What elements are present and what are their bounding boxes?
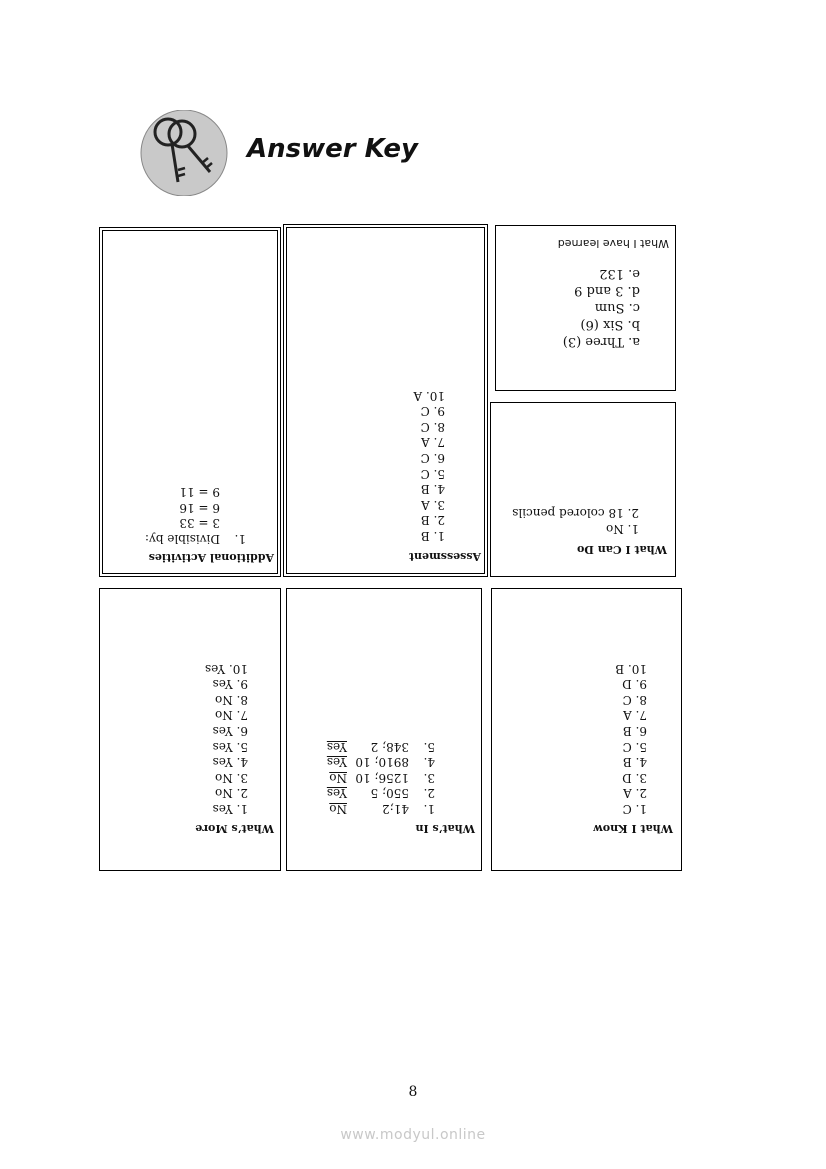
list-item-number: 1. [423,802,435,816]
what-i-know-title: What I Know [593,822,673,835]
keys-icon [138,110,230,196]
list-item: Divisible by: [144,532,220,546]
list-item: 2. B [420,513,445,528]
list-item: 7. A [421,435,445,450]
page-number: 8 [408,1084,418,1100]
list-item: 6. B [622,724,647,739]
list-item: 5. C [622,739,647,754]
whats-in-list [327,738,435,816]
list-item: 6 = 16 [179,500,220,515]
list-item-answer: Yes [326,786,347,801]
list-item: b. Six (6) [580,317,640,332]
assessment-list [413,387,445,543]
list-item: 5. C [420,466,445,481]
list-item: 3. A [421,497,445,512]
list-item: 8. C [622,692,647,707]
list-item-number: 2. [423,786,435,801]
list-item-number: 5. [423,739,435,754]
list-item: 8. No [215,692,248,707]
whats-more-title: What’s More [195,822,274,835]
list-item: 9. C [420,404,445,419]
list-item: 3. D [622,770,647,785]
list-item-answer: No [329,802,347,816]
list-item: 1. No [606,522,639,536]
what-i-have-learned-box [495,225,676,391]
list-item: 10. B [615,661,647,676]
list-item: 8910; 10 [355,755,409,770]
list-item: a. Three (3) [562,334,640,349]
list-item-answer: Yes [326,755,347,770]
list-item-answer: No [329,770,347,785]
additional-activities-list [145,484,246,546]
list-item: 9. D [622,677,647,692]
list-item-answer: Yes [326,739,347,754]
list-item: 4. B [622,755,647,770]
whats-in-box [286,588,482,871]
additional-activities-box [99,227,281,577]
list-item-number: 4. [423,755,435,770]
what-i-have-learned-list [563,265,640,350]
what-i-can-do-list [512,505,639,536]
list-item: 550; 5 [370,786,409,801]
list-item: 9. Yes [212,677,248,692]
list-item: 2. A [623,786,647,801]
page-title: Answer Key [247,134,418,164]
what-i-know-box [491,588,682,871]
list-item: 10. Yes [204,661,248,676]
list-item: 2. No [215,786,248,801]
list-item: 4. Yes [212,755,248,770]
list-item: 8. C [420,419,445,434]
list-item: 1256; 10 [355,770,409,785]
what-i-have-learned-title: What I have learned [557,237,669,250]
list-item: 41;2 [382,802,409,816]
additional-activities-title: Additional Activities [148,551,274,564]
list-item-number: 1. [234,532,246,546]
list-item: 7. No [215,708,248,723]
assessment-title: Assessment [408,550,481,563]
list-item: c. Sum [594,300,640,315]
whats-in-title: What’s In [415,822,475,835]
what-i-can-do-title: What I Can Do [577,543,667,556]
list-item: 3. No [215,770,248,785]
list-item: 7. A [623,708,647,723]
list-item: 2. 18 colored pencils [512,506,639,521]
list-item: 10. A [413,388,445,403]
whats-more-list [205,660,248,816]
list-item-number: 3. [423,770,435,785]
watermark: www.modyul.online [340,1127,486,1143]
list-item: 6. C [420,451,445,466]
list-item: d. 3 and 9 [574,283,640,298]
list-item: 1. Yes [212,802,248,816]
what-i-know-list [615,660,647,816]
list-item: 3 = 33 [179,516,220,531]
whats-more-box [99,588,281,871]
list-item: 5. Yes [212,739,248,754]
list-item: 1. B [420,529,445,543]
list-item: 4. B [420,482,445,497]
list-item: 6. Yes [212,724,248,739]
list-item: 1. C [622,802,647,816]
what-i-can-do-box [490,402,676,577]
list-item: 348; 2 [370,739,409,754]
assessment-box [283,224,488,577]
list-item: 9 = 11 [179,485,220,500]
list-item: e. 132 [599,266,640,281]
